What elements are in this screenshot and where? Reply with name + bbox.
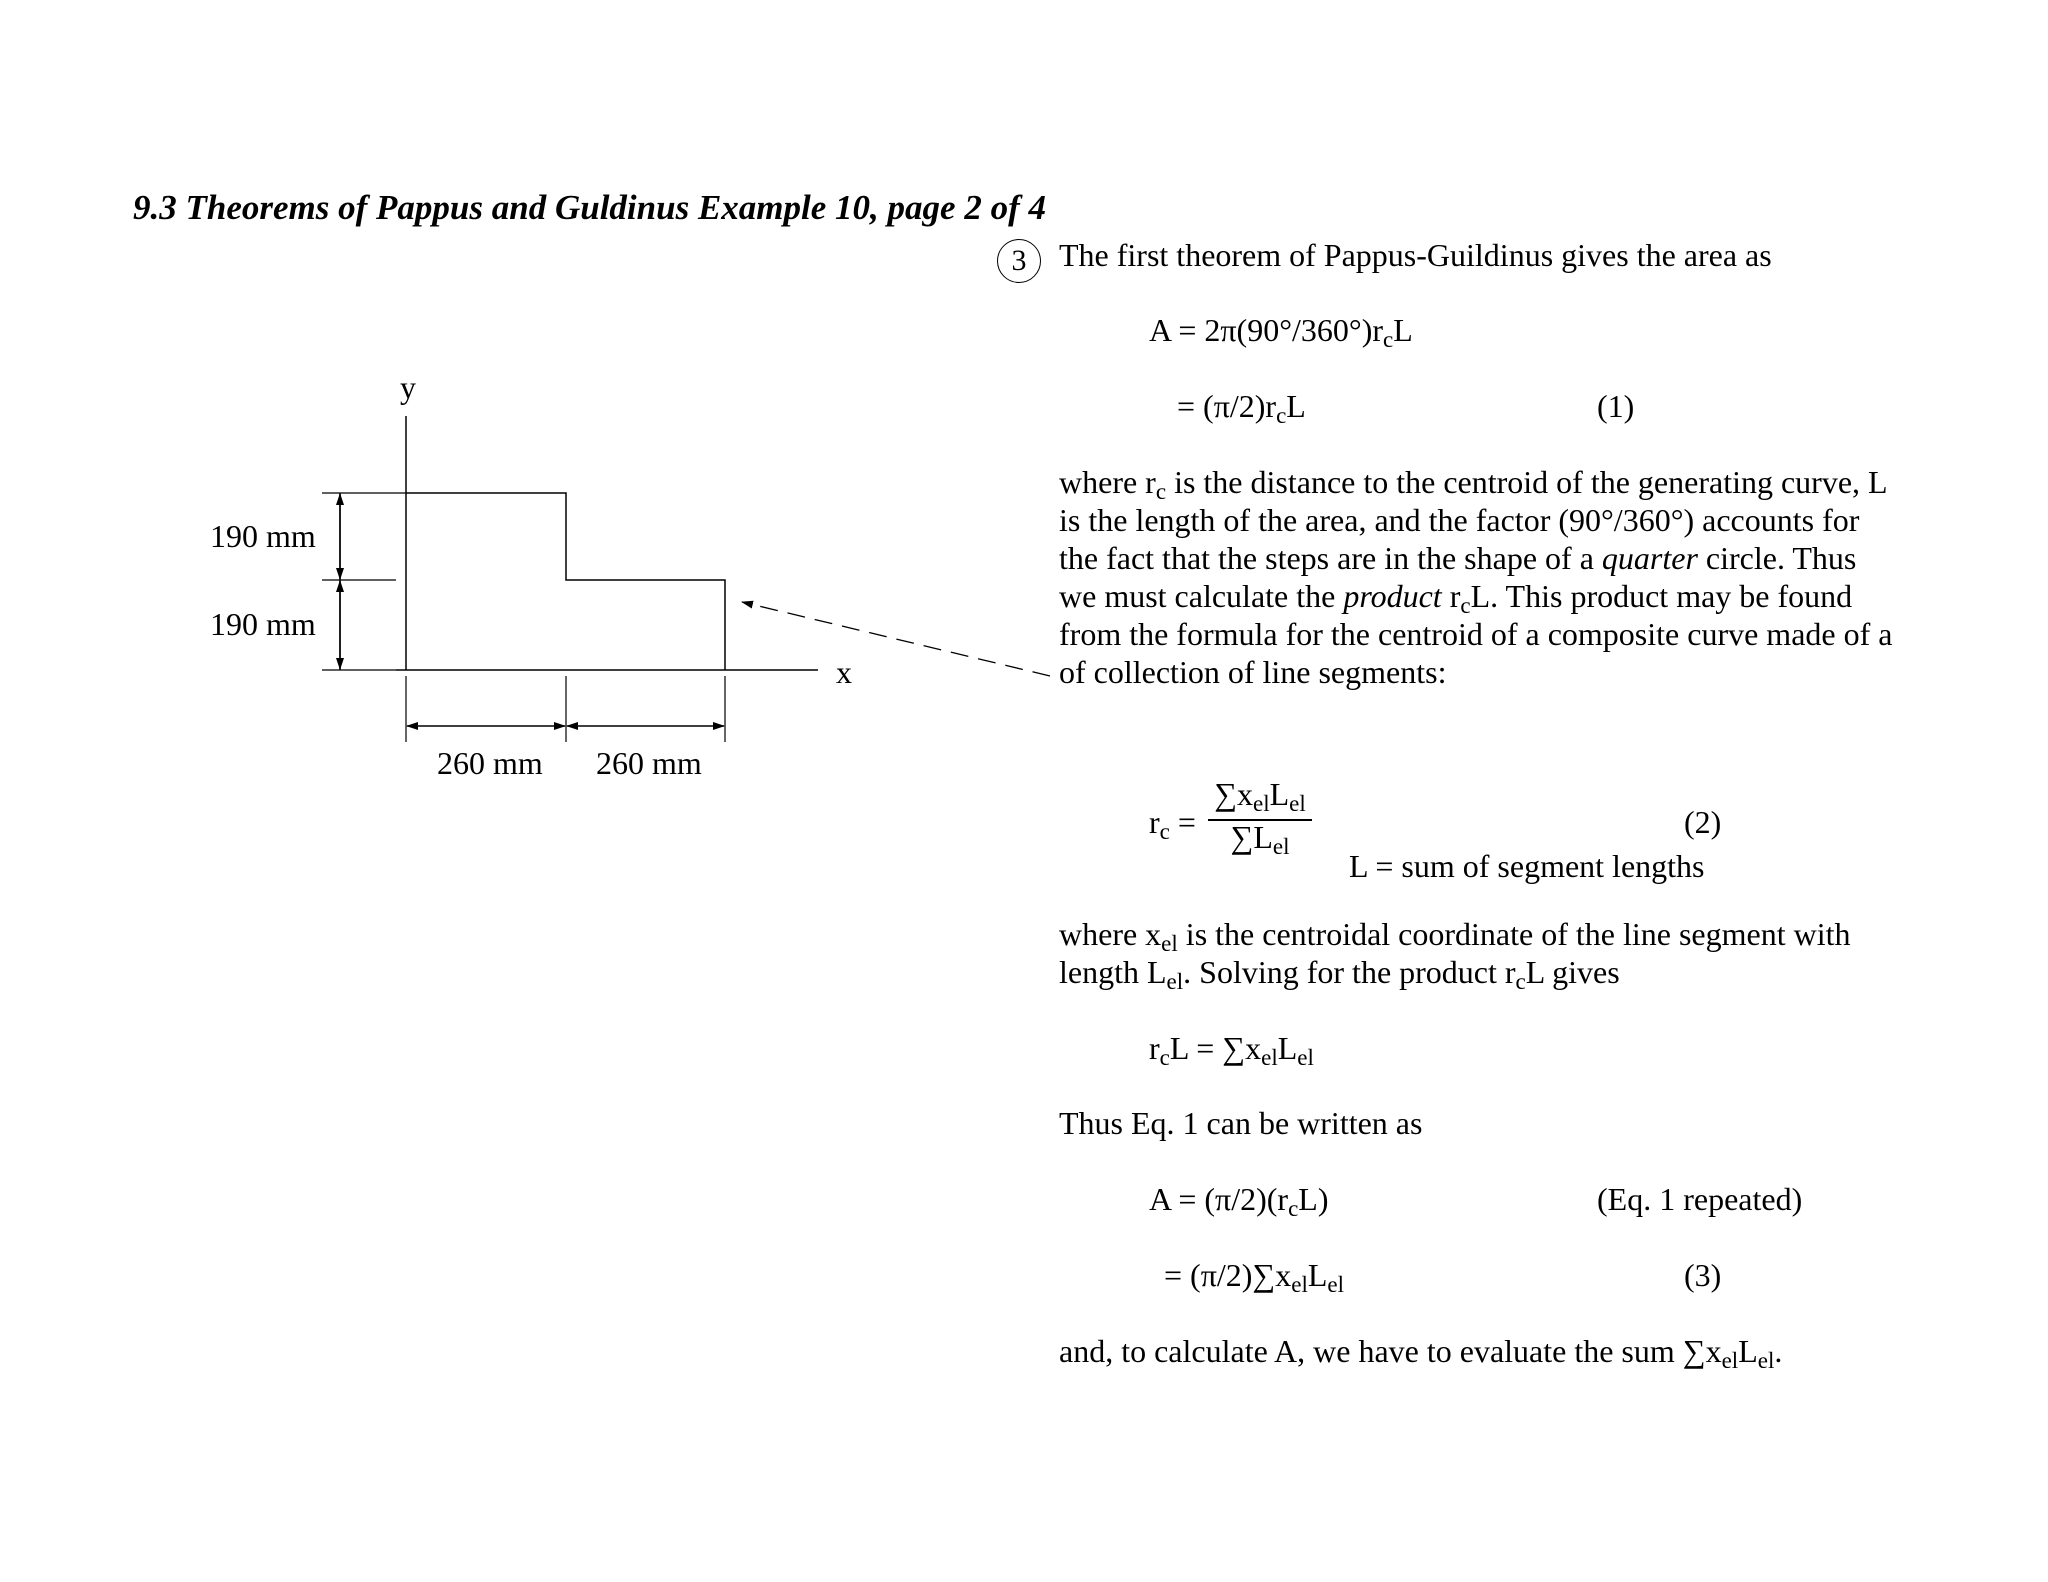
paragraph-centroidal-coordinate: where $x_{el}$ is the centroidal coordinate of the line segment with length $L_{el}$. Solving for the product $r_cL$ gives [1059,916,1851,994]
annotation-sum-of-lengths: L = sum of segment lengths [1349,848,1705,884]
page-title: 9.3 Theorems of Pappus and Guldinus Example 10, page 2 of 4 [133,188,1046,227]
equation-label-3: (3) [1684,1257,1722,1293]
paragraph-evaluate-sum: and, to calculate A, we have to evaluate the sum $\sum x_{el}L_{el}$. [1059,1333,1783,1373]
equation-2-numerator: $\sum x_{el}L_{el}$ [1214,776,1306,816]
figure-stepped-profile [0,0,1100,820]
paragraph-eq1-rewritten: Thus Eq. 1 can be written as [1059,1105,1423,1141]
dim-label-width-left: 260 mm [437,745,543,781]
equation-label-2: (2) [1684,804,1722,840]
equation-label-repeated: (Eq. 1 repeated) [1597,1181,1803,1217]
intro-text: The first theorem of Pappus-Guildinus gives the area as [1059,237,1772,273]
equation-2-denominator: $\sum L_{el}$ [1230,819,1290,859]
equation-3: = $(\pi/2)\sum x_{el}L_{el}$ [1164,1257,1345,1297]
dim-label-height-lower: 190 mm [210,606,316,642]
step-profile [406,493,725,670]
equation-area-1: $A = 2\pi(90^\circ/360^\circ)r_cL$ [1149,312,1413,352]
x-axis-label: x [836,654,852,690]
equation-area-repeated: $A = (\pi/2)(r_cL)$ [1149,1181,1329,1221]
dim-label-height-upper: 190 mm [210,518,316,554]
y-axis-label: y [400,369,416,405]
paragraph-centroid-explanation: where $r_c$ is the distance to the centroid of the generating curve, L is the length of the area, and the factor (90°/360°) accounts for the fact that the steps are in the shape of a quarter circle. Thus we must calculate the product $r_cL$. This product may be found from the formula for the centroid of a composite curve made of a of collection of line segments: [1059,464,1893,690]
equation-2-lhs: $r_c$ = [1149,804,1196,844]
dashed-leader-arrow [742,602,1050,676]
equation-area-2: = $(\pi/2)r_cL$ [1177,388,1306,428]
dim-label-width-right: 260 mm [596,745,702,781]
step-number-badge: 3 [997,239,1041,283]
equation-product-rcL: $r_cL = \sum x_{el}L_{el}$ [1149,1030,1314,1070]
equation-label-1: (1) [1597,388,1635,424]
